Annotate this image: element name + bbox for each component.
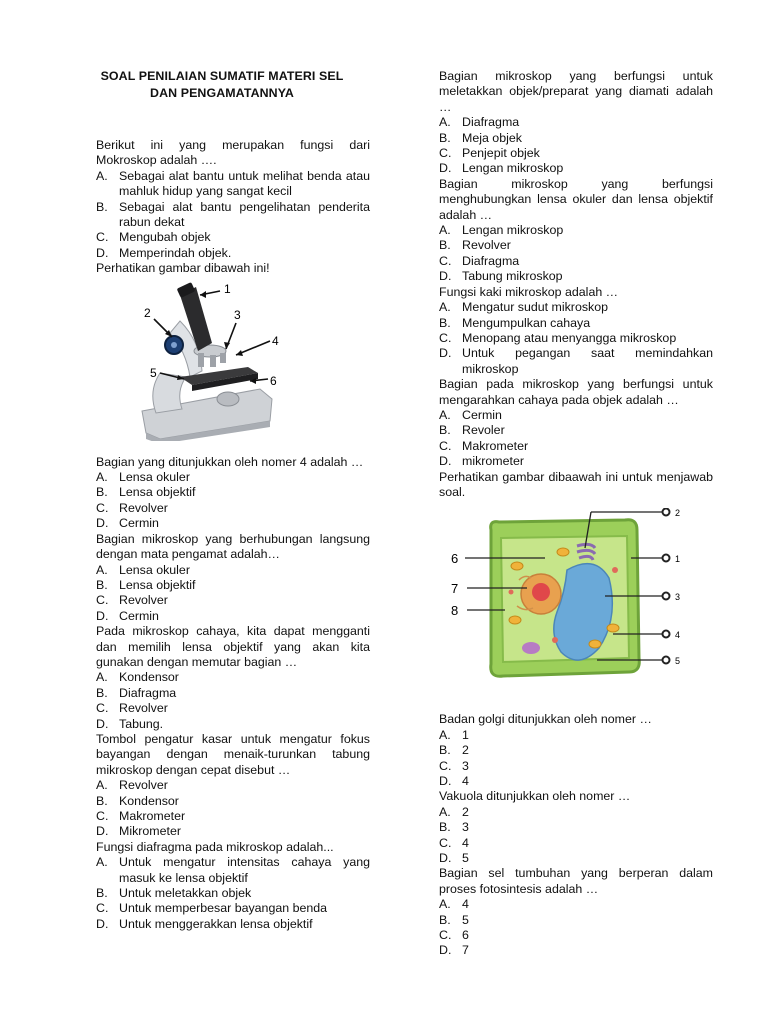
question-8-option-a[interactable]: A. Lengan mikroskop <box>439 223 564 238</box>
question-3-stem: Bagian mikroskop yang berhubungan langsung dengan mata pengamat adalah… <box>96 531 370 562</box>
question-2-option-a[interactable]: A. Lensa okuler <box>96 470 190 485</box>
question-6-stem: Fungsi diafragma pada mikroskop adalah... <box>96 839 334 854</box>
cell-label-7: 7 <box>451 581 459 597</box>
question-2-option-b[interactable]: B. Lensa objektif <box>96 485 196 500</box>
microscope-intro: Perhatikan gambar dibawah ini! <box>96 261 270 276</box>
question-11-option-b[interactable]: B. 2 <box>439 743 469 758</box>
question-13-option-d[interactable]: D. 7 <box>439 943 469 958</box>
question-4 <box>96 624 370 732</box>
cell-label-2: 2 <box>675 508 681 519</box>
question-9-option-c[interactable]: C. Menopang atau menyangga mikroskop <box>439 330 677 345</box>
left-column <box>96 138 370 932</box>
question-2-option-c[interactable]: C. Revolver <box>96 500 168 515</box>
question-10-option-a[interactable]: A. Cermin <box>439 407 502 422</box>
question-13-option-b[interactable]: B. 5 <box>439 912 469 927</box>
question-1-option-a[interactable]: A. Sebagai alat bantu untuk melihat benda atau mahluk hidup yang sangat kecil <box>96 168 370 199</box>
question-4-option-d[interactable]: D. Tabung. <box>96 716 164 731</box>
question-6-option-b[interactable]: B. Untuk meletakkan objek <box>96 886 252 901</box>
question-13-option-c[interactable]: C. 6 <box>439 928 469 943</box>
question-1-option-b[interactable]: B. Sebagai alat bantu pengelihatan penderita rabun dekat <box>96 199 370 230</box>
question-7-option-d[interactable]: D. Lengan mikroskop <box>439 161 564 176</box>
question-13-stem: Bagian sel tumbuhan yang berperan dalam proses fotosintesis adalah … <box>439 866 713 896</box>
microscope-label-3: 3 <box>234 307 241 322</box>
microscope-figure <box>120 281 300 441</box>
question-13-option-a[interactable]: A. 4 <box>439 897 469 912</box>
question-9-option-b[interactable]: B. Mengumpulkan cahaya <box>439 315 591 330</box>
question-4-stem: Pada mikroskop cahaya, kita dapat mengganti dan memilih lensa objektif yang akan kita gunakan dengan memutar bagian … <box>96 624 370 669</box>
question-4-option-c[interactable]: C. Revolver <box>96 701 168 716</box>
question-12-stem: Vakuola ditunjukkan oleh nomer … <box>439 789 631 804</box>
question-11-stem: Badan golgi ditunjukkan oleh nomer … <box>439 712 652 727</box>
microscope-label-5: 5 <box>150 365 157 380</box>
question-8-option-c[interactable]: C. Diafragma <box>439 253 520 268</box>
question-7 <box>439 69 713 177</box>
question-1 <box>96 138 370 261</box>
question-10 <box>439 377 713 469</box>
cell-intro: Perhatikan gambar dibaawah ini untuk menjawab soal. <box>439 469 713 499</box>
question-8-stem: Bagian mikroskop yang berfungsi menghubungkan lensa okuler dan lensa objektif adalah … <box>439 176 713 222</box>
question-12-option-d[interactable]: D. 5 <box>439 851 469 866</box>
microscope-label-2: 2 <box>144 305 151 320</box>
question-12-option-b[interactable]: B. 3 <box>439 820 469 835</box>
question-12 <box>439 789 713 866</box>
question-2 <box>96 455 370 532</box>
title-line-2: DAN PENGAMATANNYA <box>150 86 294 100</box>
question-8-option-b[interactable]: B. Revolver <box>439 238 511 253</box>
question-9 <box>439 285 713 377</box>
question-9-option-a[interactable]: A. Mengatur sudut mikroskop <box>439 300 609 315</box>
question-12-option-c[interactable]: C. 4 <box>439 835 469 850</box>
question-11 <box>439 712 713 789</box>
question-5-option-d[interactable]: D. Mikrometer <box>96 824 181 839</box>
microscope-illustration <box>120 281 300 441</box>
question-3-option-a[interactable]: A. Lensa okuler <box>96 562 190 577</box>
question-10-option-c[interactable]: C. Makrometer <box>439 438 529 453</box>
right-column <box>439 69 713 959</box>
question-7-option-b[interactable]: B. Meja objek <box>439 130 522 145</box>
plant-cell-figure <box>445 508 685 708</box>
question-4-option-b[interactable]: B. Diafragma <box>96 685 177 700</box>
question-5-stem: Tombol pengatur kasar untuk mengatur fokus bayangan dengan menaik-turunkan tabung mikroskop dengan cepat disebut … <box>96 731 370 777</box>
question-7-stem: Bagian mikroskop yang berfungsi untuk meletakkan objek/preparat yang diamati adalah … <box>439 69 713 114</box>
question-11-option-c[interactable]: C. 3 <box>439 758 469 773</box>
question-5-option-c[interactable]: C. Makrometer <box>96 809 186 823</box>
question-11-option-a[interactable]: A. 1 <box>439 727 469 742</box>
question-5-option-b[interactable]: B. Kondensor <box>96 793 179 808</box>
microscope-label-4: 4 <box>272 333 279 348</box>
question-1-stem: Berikut ini yang merupakan fungsi dari Mokroskop adalah …. <box>96 138 370 168</box>
question-5-option-a[interactable]: A. Revolver <box>96 778 168 793</box>
question-6-option-a[interactable]: A. Untuk mengatur intensitas cahaya yang masuk ke lensa objektif <box>96 855 370 885</box>
cell-label-6: 6 <box>451 551 459 567</box>
question-8-option-d[interactable]: D. Tabung mikroskop <box>439 269 563 284</box>
question-3 <box>96 532 370 624</box>
cell-label-1: 1 <box>675 554 681 565</box>
question-8 <box>439 177 713 285</box>
question-1-option-c[interactable]: C. Mengubah objek <box>96 230 211 245</box>
microscope-label-1: 1 <box>224 281 231 296</box>
cell-label-4: 4 <box>675 630 681 641</box>
question-10-stem: Bagian pada mikroskop yang berfungsi untuk mengarahkan cahaya pada objek adalah … <box>439 377 713 407</box>
page-title <box>82 68 362 102</box>
question-12-option-a[interactable]: A. 2 <box>439 804 469 819</box>
question-13 <box>439 866 713 958</box>
question-6-option-c[interactable]: C. Untuk memperbesar bayangan benda <box>96 901 328 916</box>
question-1-option-d[interactable]: D. Memperindah objek. <box>96 245 232 260</box>
question-11-option-d[interactable]: D. 4 <box>439 774 469 788</box>
question-7-option-a[interactable]: A. Diafragma <box>439 115 520 130</box>
question-5 <box>96 732 370 840</box>
title-line-1: SOAL PENILAIAN SUMATIF MATERI SEL <box>100 69 344 83</box>
question-2-stem: Bagian yang ditunjukkan oleh nomer 4 adalah … <box>96 454 364 469</box>
plant-cell-illustration <box>445 508 685 708</box>
question-3-option-b[interactable]: B. Lensa objektif <box>96 577 196 592</box>
question-3-option-c[interactable]: C. Revolver <box>96 593 168 608</box>
question-7-option-c[interactable]: C. Penjepit objek <box>439 146 540 161</box>
question-2-option-d[interactable]: D. Cermin <box>96 516 159 531</box>
question-9-option-d[interactable]: D. Untuk pegangan saat memindahkan mikroskop <box>439 346 713 376</box>
question-10-option-b[interactable]: B. Revoler <box>439 423 505 438</box>
microscope-label-6: 6 <box>270 373 277 388</box>
question-6-option-d[interactable]: D. Untuk menggerakkan lensa objektif <box>96 916 313 931</box>
question-4-option-a[interactable]: A. Kondensor <box>96 670 179 685</box>
question-9-stem: Fungsi kaki mikroskop adalah … <box>439 284 619 299</box>
question-10-option-d[interactable]: D. mikrometer <box>439 454 524 469</box>
cell-label-5: 5 <box>675 656 681 667</box>
cell-label-8: 8 <box>451 603 459 619</box>
question-6 <box>96 840 370 932</box>
question-3-option-d[interactable]: D. Cermin <box>96 608 159 623</box>
cell-label-3: 3 <box>675 592 681 603</box>
